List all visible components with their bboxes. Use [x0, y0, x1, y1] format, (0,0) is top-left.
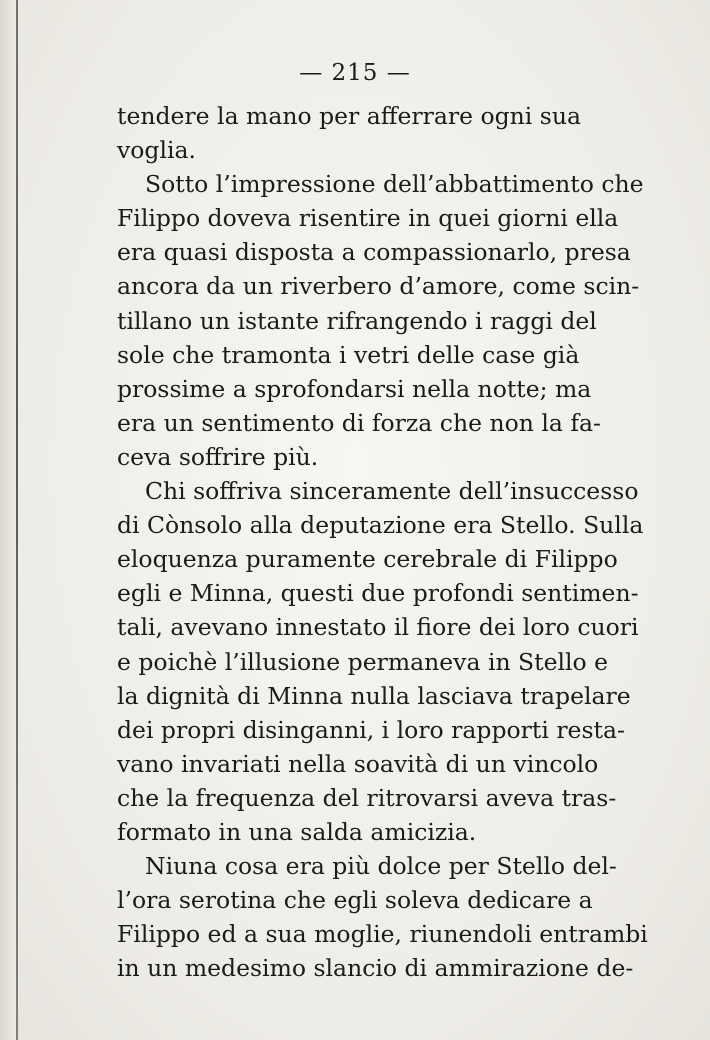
- text-line: dei propri disinganni, i loro rapporti resta-: [117, 715, 625, 744]
- text-line: era un sentimento di forza che non la fa-: [117, 408, 601, 437]
- text-line: di Cònsolo alla deputazione era Stello. Sulla: [117, 511, 644, 540]
- text-line: Filippo doveva risentire in quei giorni ella: [117, 204, 619, 233]
- text-line: Sotto l’impressione dell’abbattimento che: [145, 170, 644, 199]
- text-line: la dignità di Minna nulla lasciava trapelare: [117, 681, 631, 710]
- page-edge-line: [16, 0, 18, 1040]
- text-line: che la frequenza del ritrovarsi aveva tras-: [117, 783, 617, 812]
- text-line: Filippo ed a sua moglie, riunendoli entrambi: [117, 920, 648, 949]
- text-line: tillano un istante rifrangendo i raggi del: [117, 306, 597, 335]
- body-text: [117, 99, 648, 985]
- text-line: eloquenza puramente cerebrale di Filippo: [117, 545, 618, 574]
- text-line: formato in una salda amicizia.: [117, 817, 477, 846]
- text-line: sole che tramonta i vetri delle case già: [117, 340, 580, 369]
- text-line: Chi soffriva sinceramente dell’insuccesso: [145, 477, 639, 506]
- text-line: vano invariati nella soavità di un vincolo: [117, 749, 599, 778]
- text-line: e poichè l’illusione permaneva in Stello e: [117, 647, 609, 676]
- text-line: ancora da un riverbero d’amore, come scin-: [117, 272, 640, 301]
- text-line: in un medesimo slancio di ammirazione de-: [117, 954, 634, 983]
- text-line: tali, avevano innestato il fiore dei loro cuori: [117, 613, 639, 642]
- text-line: era quasi disposta a compassionarlo, presa: [117, 238, 631, 267]
- text-line: ceva soffrire più.: [117, 442, 319, 471]
- page-number: — 215 —: [299, 60, 411, 86]
- page-gutter: [0, 0, 16, 1040]
- text-line: tendere la mano per afferrare ogni sua: [117, 102, 581, 130]
- text-line: prossime a sprofondarsi nella notte; ma: [117, 374, 592, 403]
- text-line: l’ora serotina che egli soleva dedicare a: [117, 886, 593, 915]
- text-line: voglia.: [117, 136, 196, 165]
- text-line: egli e Minna, questi due profondi sentimen-: [117, 579, 639, 608]
- text-line: Niuna cosa era più dolce per Stello del-: [145, 852, 617, 881]
